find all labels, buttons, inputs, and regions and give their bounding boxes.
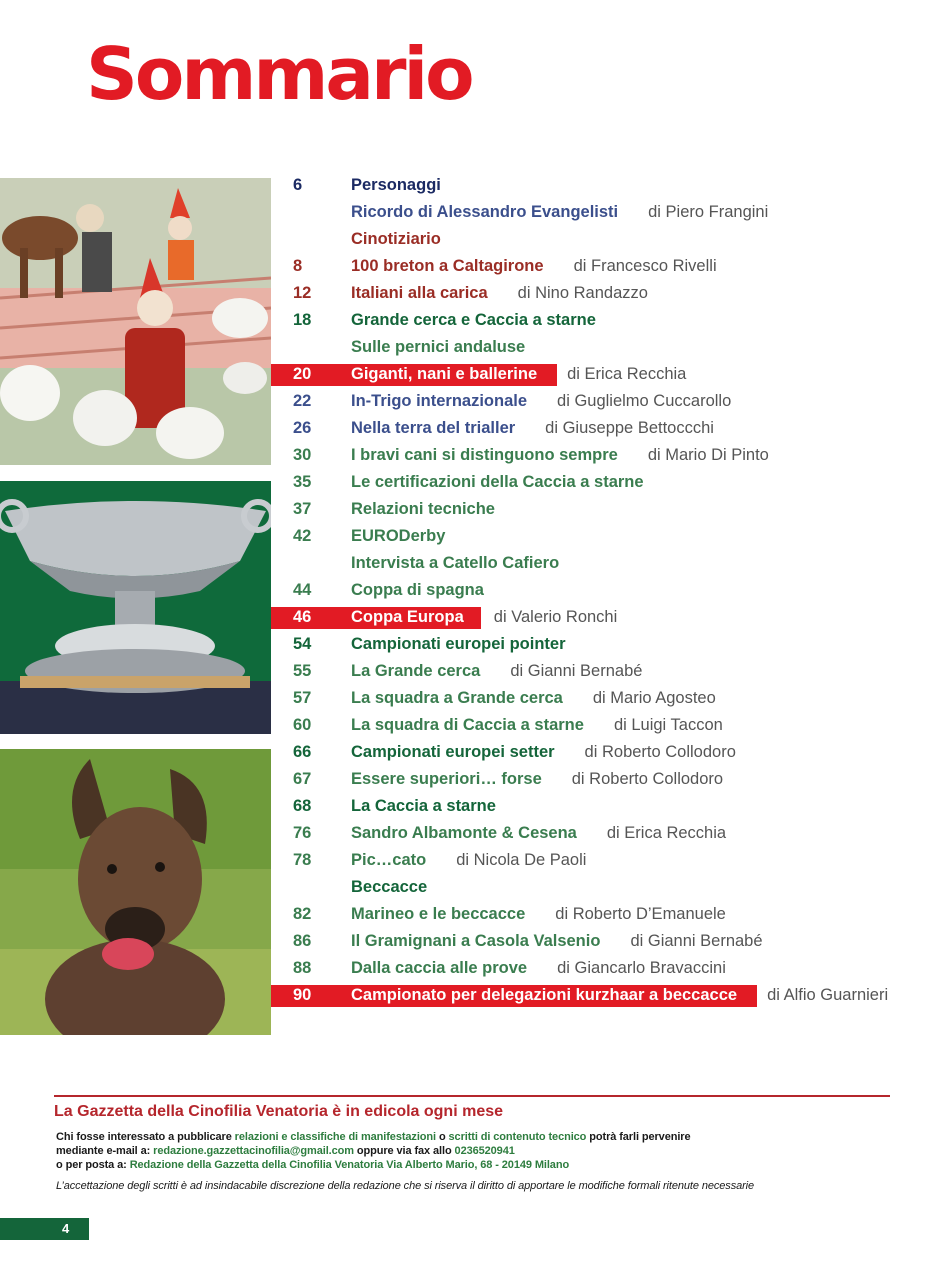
toc-entry[interactable]: [271, 874, 931, 901]
toc-author: di Mario Di Pinto: [647, 446, 769, 464]
toc-author: di Nino Randazzo: [517, 284, 648, 302]
toc-page-number: 26: [293, 419, 312, 437]
toc-author: di Francesco Rivelli: [573, 257, 717, 275]
toc-entry-text: [351, 577, 484, 604]
toc-entry[interactable]: [271, 361, 931, 388]
toc-entry[interactable]: [271, 523, 931, 550]
footer-contact-text: [56, 1145, 515, 1157]
toc-entry-text: [351, 766, 723, 793]
toc-entry[interactable]: [271, 739, 931, 766]
toc-page-number: 78: [293, 851, 312, 869]
toc-page-number: 12: [293, 284, 312, 302]
toc-page-number: 22: [293, 392, 312, 410]
toc-author: di Giancarlo Bravaccini: [557, 959, 726, 977]
toc-entry-text: [351, 199, 768, 226]
toc-title: 100 breton a Caltagirone: [351, 257, 544, 275]
toc-page-number: 54: [293, 635, 312, 653]
toc-entry-text: [351, 226, 441, 253]
toc-entry[interactable]: [271, 658, 931, 685]
toc-author: di Roberto Collodoro: [584, 743, 736, 761]
toc-page-number: 76: [293, 824, 312, 842]
toc-title: Campionato per delegazioni kurzhaar a beccacce: [351, 986, 738, 1004]
toc-title: Dalla caccia alle prove: [351, 959, 528, 977]
toc-entry[interactable]: [271, 280, 931, 307]
toc-title: In-Trigo internazionale: [351, 392, 528, 410]
toc-title: Sandro Albamonte & Cesena: [351, 824, 577, 842]
toc-title: Campionati europei setter: [351, 743, 555, 761]
dog-photo: [0, 749, 271, 1035]
toc-author: di Piero Frangini: [648, 203, 769, 221]
footer-text: potrà farli pervenire: [586, 1131, 691, 1143]
footer-title: La Gazzetta della Cinofilia Venatoria è in edicola ogni mese: [54, 1103, 504, 1120]
footer-divider: [54, 1095, 890, 1097]
toc-page-number: 55: [293, 662, 312, 680]
page-number-bar: [0, 1218, 89, 1240]
toc-entry-text: [351, 523, 445, 550]
footer-text: o per posta a:: [56, 1159, 130, 1171]
toc-author: di Giuseppe Bettoccchi: [545, 419, 714, 437]
toc-title: Pic…cato: [351, 851, 427, 869]
toc-entry-text: [351, 739, 736, 766]
toc-author: di Guglielmo Cuccarollo: [557, 392, 732, 410]
toc-entry-text: [351, 388, 731, 415]
toc-entry[interactable]: [271, 604, 931, 631]
footer-text: Chi fosse interessato a pubblicare: [56, 1131, 235, 1143]
toc-title: Sulle pernici andaluse: [351, 338, 526, 356]
toc-author: di Erica Recchia: [567, 365, 687, 383]
toc-author: di Gianni Bernabé: [630, 932, 763, 950]
toc-page-number: 30: [293, 446, 312, 464]
toc-entry[interactable]: [271, 172, 931, 199]
footer-text: o: [435, 1131, 449, 1143]
toc-author: di Nicola De Paoli: [456, 851, 587, 869]
toc-entry-text: [351, 550, 559, 577]
postal-address: Redazione della Gazzetta della Cinofilia Venatoria Via Alberto Mario, 68 - 20149 Milano: [129, 1159, 570, 1171]
toc-title: Il Gramignani a Casola Valsenio: [351, 932, 601, 950]
toc-page-number: 88: [293, 959, 312, 977]
email-link[interactable]: redazione.gazzettacinofilia@gmail.com: [153, 1145, 354, 1157]
toc-page-number: 90: [293, 986, 312, 1004]
toc-entry-text: [351, 874, 427, 901]
toc-entry-text: [351, 496, 495, 523]
toc-title: EURODerby: [351, 527, 446, 545]
toc-title: La Caccia a starne: [351, 797, 496, 815]
toc-entry[interactable]: [271, 631, 931, 658]
toc-entry-text: [351, 820, 726, 847]
toc-title: La squadra a Grande cerca: [351, 689, 563, 707]
toc-entry-text: [351, 361, 686, 388]
toc-title: Essere superiori… forse: [351, 770, 542, 788]
toc-title: Nella terra del trialler: [351, 419, 516, 437]
toc-entry-text: [351, 793, 496, 820]
toc-entry-text: [351, 280, 648, 307]
toc-entry-text: [351, 982, 888, 1009]
toc-page-number: 20: [293, 365, 312, 383]
toc-title: Relazioni tecniche: [351, 500, 495, 518]
toc-author: di Gianni Bernabé: [510, 662, 643, 680]
toc-entry-text: [351, 658, 642, 685]
toc-page-number: 8: [293, 257, 303, 275]
toc-title: Personaggi: [351, 176, 441, 194]
toc-entry[interactable]: [271, 712, 931, 739]
toc-page-number: 44: [293, 581, 312, 599]
toc-entry[interactable]: [271, 928, 931, 955]
toc-entry-text: [351, 253, 717, 280]
toc-author: di Alfio Guarnieri: [767, 986, 889, 1004]
toc-entry[interactable]: [271, 955, 931, 982]
toc-entry-text: [351, 955, 726, 982]
toc-entry-text: [351, 928, 763, 955]
toc-entry-text: [351, 712, 723, 739]
toc-entry-text: [351, 469, 644, 496]
toc-entry[interactable]: [271, 901, 931, 928]
toc-entry-text: [351, 685, 716, 712]
circus-illustration: [0, 178, 271, 465]
page-title: Sommario: [86, 32, 472, 116]
toc-author: di Luigi Taccon: [613, 716, 723, 734]
toc-entry[interactable]: [271, 226, 931, 253]
toc-entry[interactable]: [271, 685, 931, 712]
toc-title: Le certificazioni della Caccia a starne: [351, 473, 644, 491]
toc-page-number: 46: [293, 608, 312, 626]
toc-title: Coppa Europa: [351, 608, 464, 626]
toc-entry[interactable]: [271, 766, 931, 793]
toc-entry-text: [351, 847, 586, 874]
footer-highlight-text: relazioni e classifiche di manifestazioni: [234, 1131, 436, 1143]
toc-entry-text: [351, 901, 726, 928]
toc-title: Beccacce: [351, 878, 428, 896]
toc-entry[interactable]: [271, 334, 931, 361]
toc-page-number: 66: [293, 743, 312, 761]
toc-entry-text: [351, 334, 525, 361]
toc-page-number: 82: [293, 905, 312, 923]
toc-page-number: 6: [293, 176, 303, 194]
toc-title: Grande cerca e Caccia a starne: [351, 311, 596, 329]
toc-page-number: 35: [293, 473, 312, 491]
toc-entry[interactable]: [271, 550, 931, 577]
toc-entry[interactable]: [271, 253, 931, 280]
toc-entry-text: [351, 415, 714, 442]
toc-title: Cinotiziario: [351, 230, 441, 248]
toc-title: I bravi cani si distinguono sempre: [351, 446, 618, 464]
toc-title: Coppa di spagna: [351, 581, 484, 599]
toc-entry[interactable]: [271, 577, 931, 604]
toc-page-number: 18: [293, 311, 312, 329]
toc-title: Giganti, nani e ballerine: [351, 365, 538, 383]
toc-title: Intervista a Catello Cafiero: [351, 554, 560, 572]
toc-entry[interactable]: [271, 496, 931, 523]
toc-entry-text: [351, 172, 441, 199]
toc-entry[interactable]: [271, 415, 931, 442]
toc-page-number: 60: [293, 716, 312, 734]
toc-author: di Roberto Collodoro: [571, 770, 724, 788]
toc-entry[interactable]: [271, 847, 931, 874]
toc-entry-text: [351, 307, 596, 334]
toc-page-number: 42: [293, 527, 312, 545]
toc-entry[interactable]: [271, 469, 931, 496]
toc-entry[interactable]: [271, 793, 931, 820]
toc-author: di Mario Agosteo: [592, 689, 716, 707]
trophy-photo: [0, 481, 271, 734]
toc-author: di Roberto D’Emanuele: [555, 905, 726, 923]
toc-entry[interactable]: [271, 982, 931, 1009]
toc-entry[interactable]: [271, 388, 931, 415]
toc-author: di Erica Recchia: [606, 824, 727, 842]
toc-title: La squadra di Caccia a starne: [351, 716, 584, 734]
toc-page-number: 86: [293, 932, 312, 950]
toc-page-number: 57: [293, 689, 312, 707]
toc-entry[interactable]: [271, 442, 931, 469]
toc-entry[interactable]: [271, 820, 931, 847]
table-of-contents: [271, 172, 931, 1009]
page-number: 4: [62, 1221, 70, 1236]
toc-page-number: 68: [293, 797, 312, 815]
toc-title: Italiani alla carica: [351, 284, 488, 302]
toc-entry-text: [351, 631, 566, 658]
toc-title: Campionati europei pointer: [351, 635, 566, 653]
toc-author: di Valerio Ronchi: [493, 608, 618, 626]
footer-disclaimer: L’accettazione degli scritti è ad insindacabile discrezione della redazione che si riserva il diritto di apportare le modifiche formali ritenute necessarie: [56, 1180, 755, 1192]
toc-entry-text: [351, 442, 769, 469]
toc-title: Marineo e le beccacce: [351, 905, 526, 923]
toc-title: La Grande cerca: [351, 662, 481, 680]
footer-text: mediante e-mail a:: [56, 1145, 154, 1157]
footer-submission-text: [56, 1131, 690, 1143]
toc-title: Ricordo di Alessandro Evangelisti: [351, 203, 619, 221]
toc-entry[interactable]: [271, 307, 931, 334]
footer-address-text: [56, 1159, 569, 1171]
footer-highlight-text: scritti di contenuto tecnico: [448, 1131, 587, 1143]
fax-number: 0236520941: [454, 1145, 515, 1157]
toc-page-number: 67: [293, 770, 312, 788]
toc-page-number: 37: [293, 500, 312, 518]
footer-text: oppure via fax allo: [353, 1145, 455, 1157]
toc-entry[interactable]: [271, 199, 931, 226]
toc-entry-text: [351, 604, 617, 631]
